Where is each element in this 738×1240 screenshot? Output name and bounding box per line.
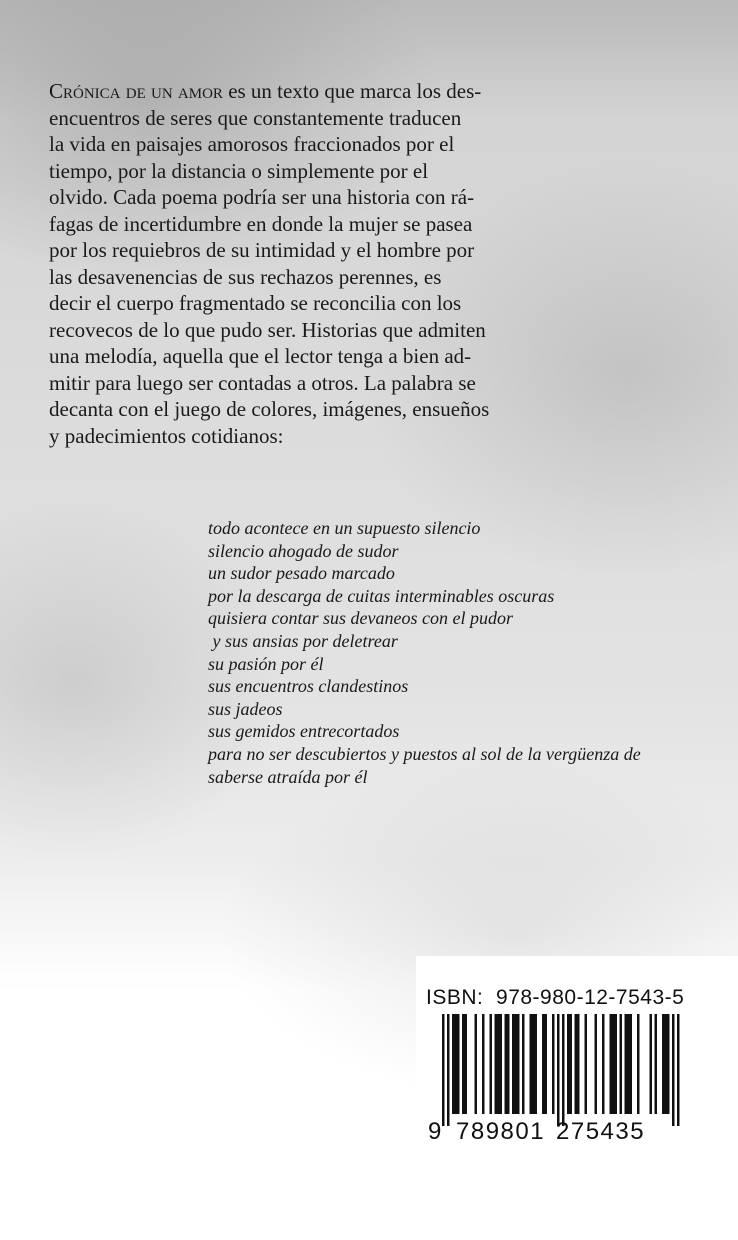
barcode-guard-bar [442,1014,445,1126]
barcode-guard-bar [447,1014,450,1126]
barcode-bar [570,1014,573,1114]
barcode-bar [625,1014,628,1114]
barcode-bar [500,1014,503,1114]
barcode-bar [452,1014,455,1114]
barcode-bar [535,1014,538,1114]
barcode-bar [455,1014,458,1114]
barcode-bar [620,1014,623,1114]
poem-line: por la descarga de cuitas interminables oscuras [208,585,555,606]
poem-line: para no ser descubiertos y puestos al sol de la vergüenza de [208,743,641,764]
barcode-bar [630,1014,633,1114]
barcode-bar [655,1014,658,1114]
barcode-bar [667,1014,670,1114]
poem-line: quisiera contar sus devaneos con el pudor [208,608,513,629]
barcode-bar [585,1014,588,1114]
poem-line: su pasión por él [208,653,324,674]
synopsis-text [49,78,499,449]
barcode-bar [650,1014,653,1114]
synopsis-line: mitir para luego ser contadas a otros. La palabra se [49,370,476,395]
barcode-bar [515,1014,518,1114]
barcode-guard-bar [557,1014,560,1126]
barcode-digits-right: 275435 [556,1118,646,1145]
barcode-bar [482,1014,485,1114]
synopsis-line: una melodía, aquella que el lector tenga a bien ad- [49,344,472,368]
barcode-bar [612,1014,615,1114]
poem-line: todo acontece en un supuesto silencio [208,518,481,538]
synopsis-line: decir el cuerpo fragmentado se reconcilia con los [49,291,462,315]
synopsis-line: tiempo, por la distancia o simplemente por el [49,158,429,183]
poem-line: sus encuentros clandestinos [208,676,409,697]
barcode-bar [552,1014,555,1114]
barcode-bar [505,1014,508,1114]
barcode-bar [577,1014,580,1114]
barcode-bar [542,1014,545,1114]
synopsis-line: y padecimientos cotidianos: [49,423,284,448]
barcode-bar [457,1014,460,1114]
poem-line: saberse atraída por él [208,766,368,787]
barcode-bar [662,1014,665,1114]
barcode-bar [462,1014,465,1114]
poem-line: y sus ansias por deletrear [208,630,398,651]
barcode-bar [495,1014,498,1114]
barcode-digits-left: 789801 [456,1118,546,1145]
barcode-bar [507,1014,510,1114]
synopsis-line-1: Crónica de un amor es un texto que marca los des- [49,79,482,103]
barcode-guard-bar [677,1014,680,1126]
barcode-guard-bar [672,1014,675,1126]
barcode-bar [575,1014,578,1114]
synopsis-line: encuentros de seres que constantemente traducen [49,105,462,130]
barcode-bar [517,1014,520,1114]
barcode-bar [522,1014,525,1114]
synopsis-line: decanta con el juego de colores, imágenes, ensueños [49,397,490,421]
poem-line: sus gemidos entrecortados [208,721,400,742]
barcode-bar [545,1014,548,1114]
isbn-barcode-block [416,956,738,1146]
barcode-bar [465,1014,468,1114]
barcode-bar [602,1014,605,1114]
barcode-bar [615,1014,618,1114]
poem-line: un sudor pesado marcado [208,563,395,584]
synopsis-line: las desavenencias de sus rechazos perennes, es [49,264,442,289]
book-title: Crónica de un amor [49,79,223,103]
barcode-bar [665,1014,668,1114]
barcode-bar [512,1014,515,1114]
barcode-bar [627,1014,630,1114]
barcode-bar [490,1014,493,1114]
isbn-label: ISBN: 978-980-12-7543-5 [426,986,685,1009]
poem-line: silencio ahogado de sudor [208,540,399,561]
poem-line: sus jadeos [208,698,283,719]
barcode-digit-lead: 9 [428,1118,442,1145]
synopsis-line: olvido. Cada poema podría ser una historia con rá- [49,185,475,209]
barcode-bar [475,1014,478,1114]
synopsis-line: la vida en paisajes amorosos fraccionados por el [49,132,455,156]
synopsis-line: por los requiebros de su intimidad y el hombre por [49,238,475,262]
synopsis-line: recovecos de lo que pudo ser. Historias que admiten [49,317,486,342]
poem-excerpt [208,517,708,788]
synopsis-line: fagas de incertidumbre en donde la mujer se pasea [49,211,473,236]
barcode-bar [530,1014,533,1114]
barcode-bar [567,1014,570,1114]
barcode-bar [595,1014,598,1114]
barcode-bar [637,1014,640,1114]
barcode-bar [497,1014,500,1114]
barcode-bar [610,1014,613,1114]
barcode-bar [532,1014,535,1114]
barcode-guard-bar [562,1014,565,1126]
